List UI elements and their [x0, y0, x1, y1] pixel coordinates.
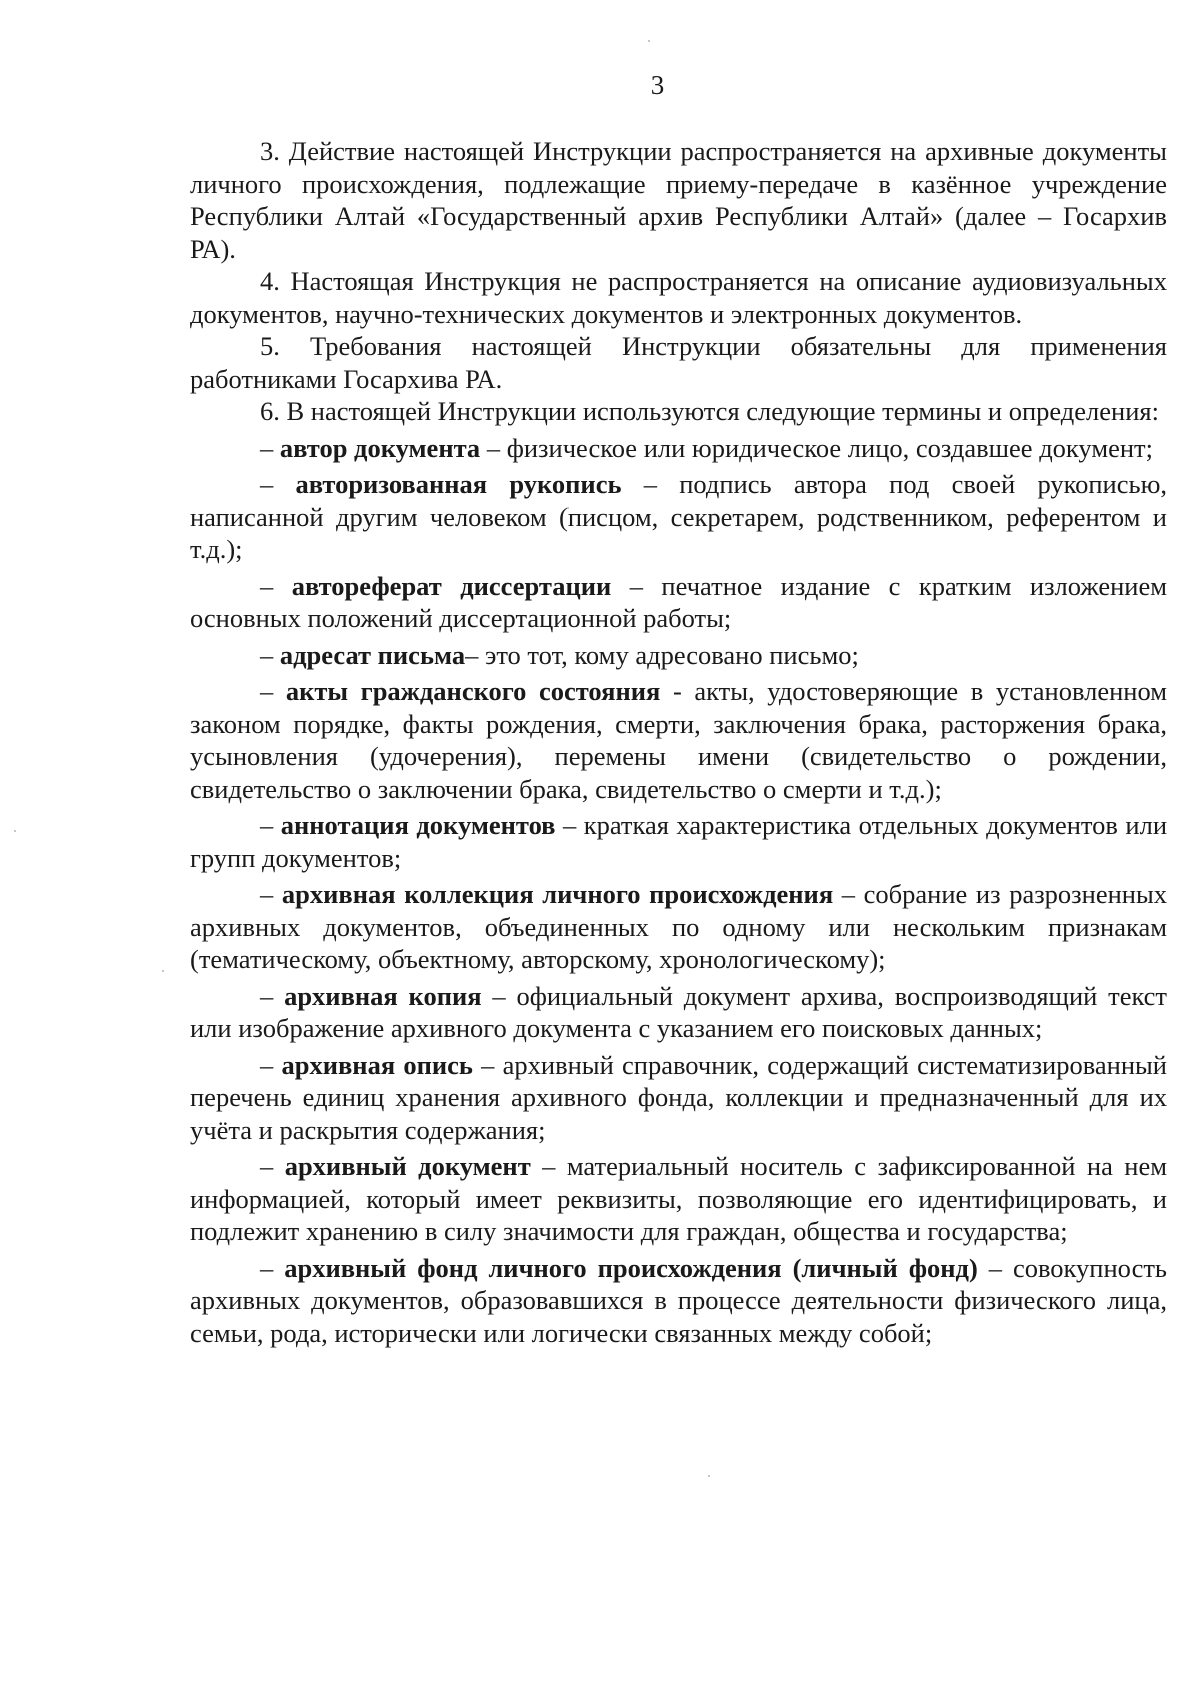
paragraph-item-4: 4. Настоящая Инструкция не распространяется на описание аудиовизуальных документов, научно-технических документов и электронных документов. [190, 266, 1167, 329]
page-number: 3 [650, 70, 665, 100]
term-name: автор документа [279, 432, 481, 463]
document-body [190, 135, 1167, 1349]
term-name: автореферат диссертации [291, 570, 612, 601]
term-dash: – [260, 469, 296, 499]
paragraph-item-3: 3. Действие настоящей Инструкции распространяется на архивные документы личного происхождения, подлежащие приему-передаче в казённое учреждение Республики Алтай «Государственный архив Республики Алтай» (далее – Госархив РА). [190, 136, 1167, 264]
term-text: – официальный документ архива, воспроизводящий текст или изображение архивного документа с указанием его поисковых данных; [190, 980, 1168, 1043]
term-name: архивный фонд личного происхождения (личный фонд) [284, 1252, 978, 1283]
term-name: архивная коллекция личного происхождения [281, 879, 834, 909]
term-definition [190, 809, 1167, 874]
term-definition [190, 639, 1167, 672]
term-name: архивная копия [284, 980, 482, 1011]
term-dash: – [260, 432, 280, 463]
term-text: - акты, удостоверяющие в установленном законом порядке, факты рождения, смерти, заключения брака, расторжения брака, усыновления (удочерения), перемены имени (свидетельство о рождении, свидетельство о заключении брака, свидетельство о смерти и т.д.); [190, 676, 1167, 804]
term-text: – это тот, кому адресовано письмо; [465, 639, 859, 670]
term-definition [190, 1252, 1167, 1350]
scan-speck [708, 1475, 710, 1477]
term-definition [190, 468, 1167, 566]
term-definition [190, 432, 1167, 465]
term-dash: – [260, 1049, 282, 1080]
term-name: адресат письма [279, 639, 466, 670]
term-name: архивный документ [284, 1151, 531, 1181]
term-definition [190, 570, 1167, 635]
paragraph-item-5: 5. Требования настоящей Инструкции обязательны для применения работниками Госархива РА. [190, 331, 1167, 394]
scan-speck [162, 970, 164, 972]
scan-speck [14, 830, 16, 832]
term-text: – собрание из разрозненных архивных документов, объединенных по одному или нескольким признакам (тематическому, объектному, авторскому, хронологическому); [190, 879, 1168, 974]
term-text: – печатное издание с кратким изложением основных положений диссертационной работы; [190, 570, 1167, 633]
term-text: – краткая характеристика отдельных документов или групп документов; [190, 810, 1167, 873]
term-name: акты гражданского состояния [285, 676, 661, 706]
term-dash: – [260, 879, 282, 909]
term-text: – физическое или юридическое лицо, создавшее документ; [480, 432, 1153, 463]
term-definition [190, 980, 1167, 1045]
scan-speck [648, 40, 650, 42]
term-dash: – [260, 810, 281, 840]
term-definition [190, 1049, 1167, 1147]
term-definition [190, 878, 1167, 976]
term-dash: – [260, 676, 286, 706]
term-text: – совокупность архивных документов, образовавшихся в процессе деятельности физического лица, семьи, рода, исторически или логически связанных между собой; [190, 1252, 1168, 1348]
paragraph-item-6: 6. В настоящей Инструкции используются следующие термины и определения: [260, 396, 1159, 426]
term-text: – материальный носитель с зафиксированной на нем информацией, который имеет реквизиты, позволяющие его идентифицировать, и подлежит хранению в силу значимости для граждан, общества и государства; [190, 1151, 1167, 1246]
term-name: авторизованная рукопись [295, 469, 622, 499]
term-dash: – [260, 1252, 285, 1283]
term-dash: – [260, 980, 285, 1011]
term-definition [190, 675, 1167, 805]
term-dash: – [260, 639, 280, 670]
term-dash: – [260, 1151, 285, 1181]
term-text: – архивный справочник, содержащий систематизированный перечень единиц хранения архивного фонда, коллекции и предназначенный для их учёта и раскрытия содержания; [190, 1049, 1167, 1145]
term-text: – подпись автора под своей рукописью, написанной другим человеком (писцом, секретарем, родственником, референтом и т.д.); [190, 469, 1168, 564]
term-name: архивная опись [281, 1049, 473, 1080]
term-definition [190, 1150, 1167, 1248]
term-name: аннотация документов [280, 810, 556, 840]
term-dash: – [260, 570, 292, 601]
